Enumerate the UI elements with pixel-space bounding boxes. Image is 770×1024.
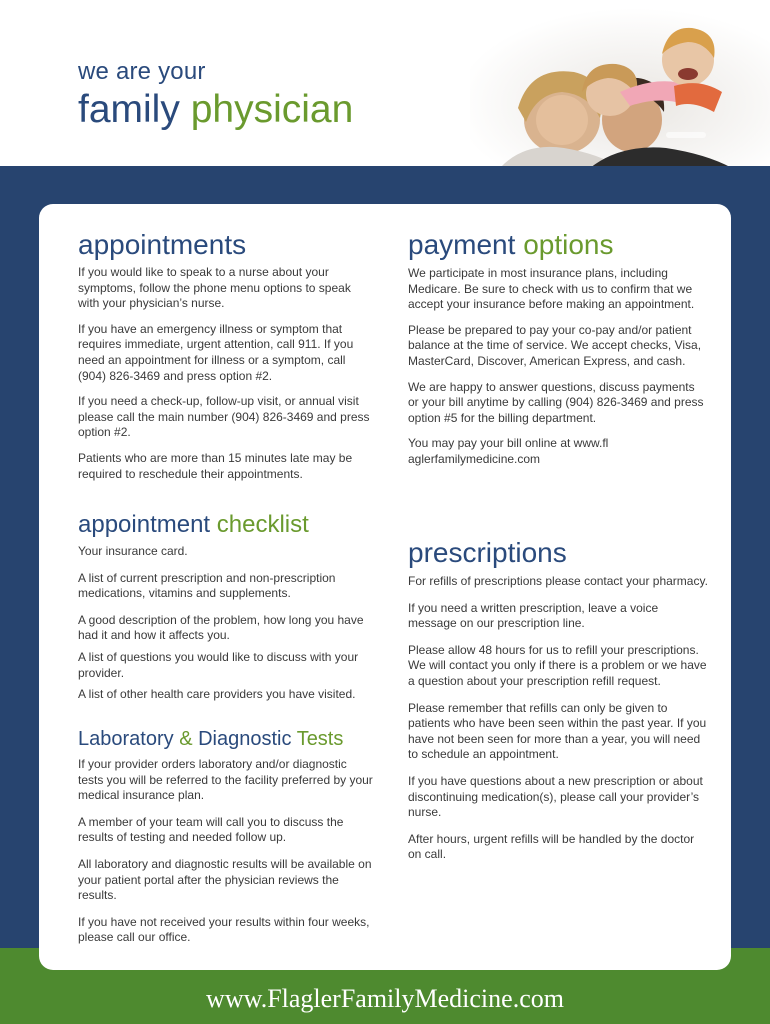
title-physician: physician bbox=[190, 88, 354, 131]
prescriptions-paragraph: After hours, urgent refills will be handled by the doctor on call. bbox=[408, 831, 695, 862]
prescriptions-paragraph: If you need a written prescription, leave a voice message on our prescription line. bbox=[408, 600, 659, 631]
payment-title-part2: options bbox=[523, 229, 614, 260]
payment-paragraph: You may pay your bill online at www.fl aglerfamilymedicine.com bbox=[408, 436, 609, 466]
checklist-section bbox=[78, 510, 374, 703]
appointments-paragraph: Patients who are more than 15 minutes late may be required to reschedule their appointments. bbox=[78, 450, 353, 481]
lab-title-part1: Laboratory bbox=[78, 728, 174, 750]
checklist-title bbox=[78, 510, 374, 540]
prescriptions-title: prescriptions bbox=[408, 537, 567, 568]
lab-title-part2: Diagnostic bbox=[198, 728, 292, 750]
family-photo bbox=[470, 8, 770, 168]
appointments-paragraph: If you would like to speak to a nurse about your symptoms, follow the phone menu options to speak with your physician’s nurse. bbox=[78, 265, 351, 311]
checklist-title-part1: appointment bbox=[78, 511, 211, 538]
prescriptions-paragraph: For refills of prescriptions please contact your pharmacy. bbox=[408, 574, 708, 588]
lab-section bbox=[78, 726, 374, 946]
prescriptions-paragraph: Please remember that refills can only be given to patients who have been seen within the past year. If you have not been seen for more than a year, you will need to schedule an appointment. bbox=[408, 700, 707, 762]
appointments-paragraph: If you need a check-up, follow-up visit, or annual visit please call the main number (904) 826-3469 and press option #2. bbox=[78, 394, 370, 440]
checklist-title-part2: checklist bbox=[216, 511, 309, 538]
lab-title-amp: & bbox=[179, 728, 193, 750]
lab-paragraph: A member of your team will call you to discuss the results of testing and needed follow up. bbox=[78, 814, 344, 845]
footer-website-url[interactable]: www.FlaglerFamilyMedicine.com bbox=[206, 984, 564, 1013]
checklist-item: Your insurance card. bbox=[78, 544, 188, 558]
tagline: we are your bbox=[78, 58, 206, 85]
payment-paragraph: Please be prepared to pay your co-pay and/or patient balance at the time of service. We accept checks, Visa, MasterCard, Discover, American Express, and cash. bbox=[408, 322, 702, 368]
lab-paragraph: If your provider orders laboratory and/or diagnostic tests you will be referred to the facility preferred by your medical insurance plan. bbox=[78, 757, 373, 803]
appointments-paragraph: If you have an emergency illness or symptom that requires immediate, urgent attention, call 911. If you need an appointment for illness or a symptom, call (904) 826-3469 and press option #2. bbox=[78, 321, 354, 383]
payment-paragraph: We are happy to answer questions, discuss payments or your bill anytime by calling (904) 826-3469 and press option #5 for the billing department. bbox=[408, 379, 704, 425]
appointments-section bbox=[78, 228, 374, 482]
header bbox=[0, 0, 770, 168]
payment-title-part1: payment bbox=[408, 229, 516, 260]
lab-paragraph: All laboratory and diagnostic results will be available on your patient portal after the physician reviews the results. bbox=[78, 856, 372, 903]
appointments-title: appointments bbox=[78, 229, 247, 260]
checklist-item: A list of other health care providers you have visited. bbox=[78, 687, 356, 702]
payment-title bbox=[408, 228, 708, 262]
lab-title-part3: Tests bbox=[296, 728, 344, 750]
prescriptions-paragraph: If you have questions about a new prescription or about discontinuing medication(s), please call your provider’s nurse. bbox=[408, 773, 703, 820]
checklist-item: A list of questions you would like to discuss with your provider. bbox=[78, 649, 359, 680]
lab-paragraph: If you have not received your results within four weeks, please call our office. bbox=[78, 914, 370, 945]
checklist-item: A good description of the problem, how long you have had it and how it affects you. bbox=[78, 612, 364, 643]
payment-section bbox=[408, 228, 708, 468]
payment-paragraph: We participate in most insurance plans, including Medicare. Be sure to check with us to confirm that we accept your insurance before making an appointment. bbox=[408, 266, 695, 312]
page-title bbox=[78, 86, 353, 134]
prescriptions-paragraph: Please allow 48 hours for us to refill your prescriptions. We will contact you only if there is a problem or we have a question about your prescription refill request. bbox=[408, 642, 707, 688]
prescriptions-section bbox=[408, 536, 708, 863]
lab-title bbox=[78, 726, 374, 752]
checklist-item: A list of current prescription and non-prescription medications, vitamins and supplements. bbox=[78, 570, 336, 601]
title-family: family bbox=[78, 88, 180, 131]
